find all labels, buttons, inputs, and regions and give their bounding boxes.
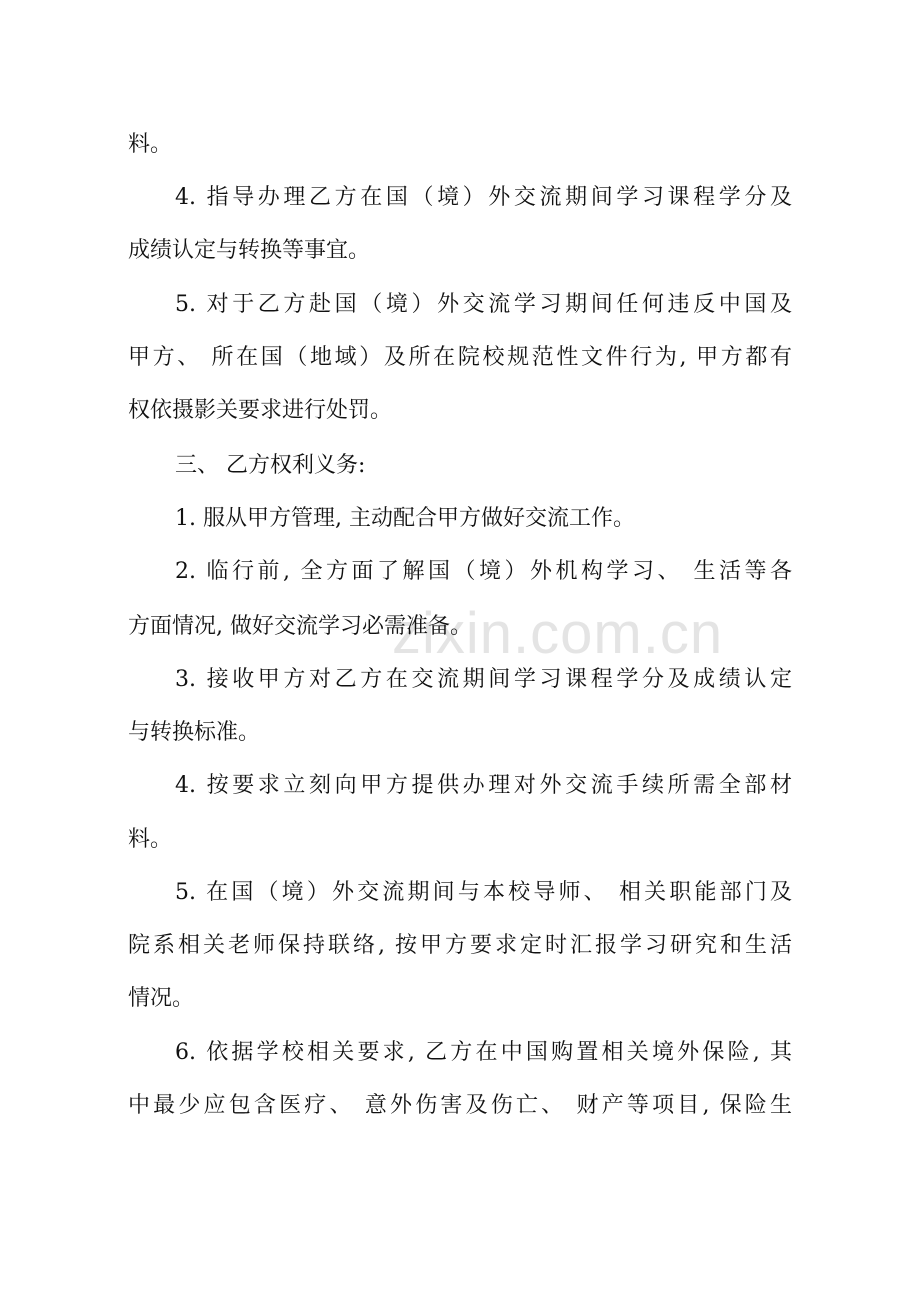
text-line: 2. 临行前, 全方面了解国（境）外机构学习、 生活等各 — [175, 559, 792, 584]
text-line: 3. 接收甲方对乙方在交流期间学习课程学分及成绩认定 — [175, 667, 792, 692]
text-line: 5. 在国（境）外交流期间与本校导师、 相关职能部门及 — [175, 880, 792, 905]
text-line: 情况。 — [128, 986, 195, 1011]
text-line: 权依摄影关要求进行处罚。 — [128, 398, 393, 423]
text-line: 4. 指导办理乙方在国（境）外交流期间学习课程学分及 — [175, 185, 792, 210]
text-line: 成绩认定与转换等事宜。 — [128, 238, 371, 263]
text-line: 4. 按要求立刻向甲方提供办理对外交流手续所需全部材 — [175, 773, 792, 798]
text-line: 5. 对于乙方赴国（境）外交流学习期间任何违反中国及 — [175, 292, 792, 317]
text-line: 方面情况, 做好交流学习必需准备。 — [128, 614, 472, 639]
text-line: 料。 — [128, 132, 173, 157]
text-line: 料。 — [128, 827, 173, 852]
text-line: 与转换标准。 — [128, 720, 261, 745]
section-heading: 三、 乙方权利义务: — [175, 453, 366, 478]
watermark: zixin.com.cn — [392, 601, 724, 666]
text-line: 1. 服从甲方管理, 主动配合甲方做好交流工作。 — [175, 506, 635, 531]
text-line: 院系相关老师保持联络, 按甲方要求定时汇报学习研究和生活 — [128, 933, 792, 958]
text-line: 中最少应包含医疗、 意外伤害及伤亡、 财产等项目, 保险生 — [128, 1093, 792, 1118]
text-line: 甲方、 所在国（地域）及所在院校规范性文件行为, 甲方都有 — [128, 345, 792, 370]
text-line: 6. 依据学校相关要求, 乙方在中国购置相关境外保险, 其 — [175, 1040, 792, 1065]
